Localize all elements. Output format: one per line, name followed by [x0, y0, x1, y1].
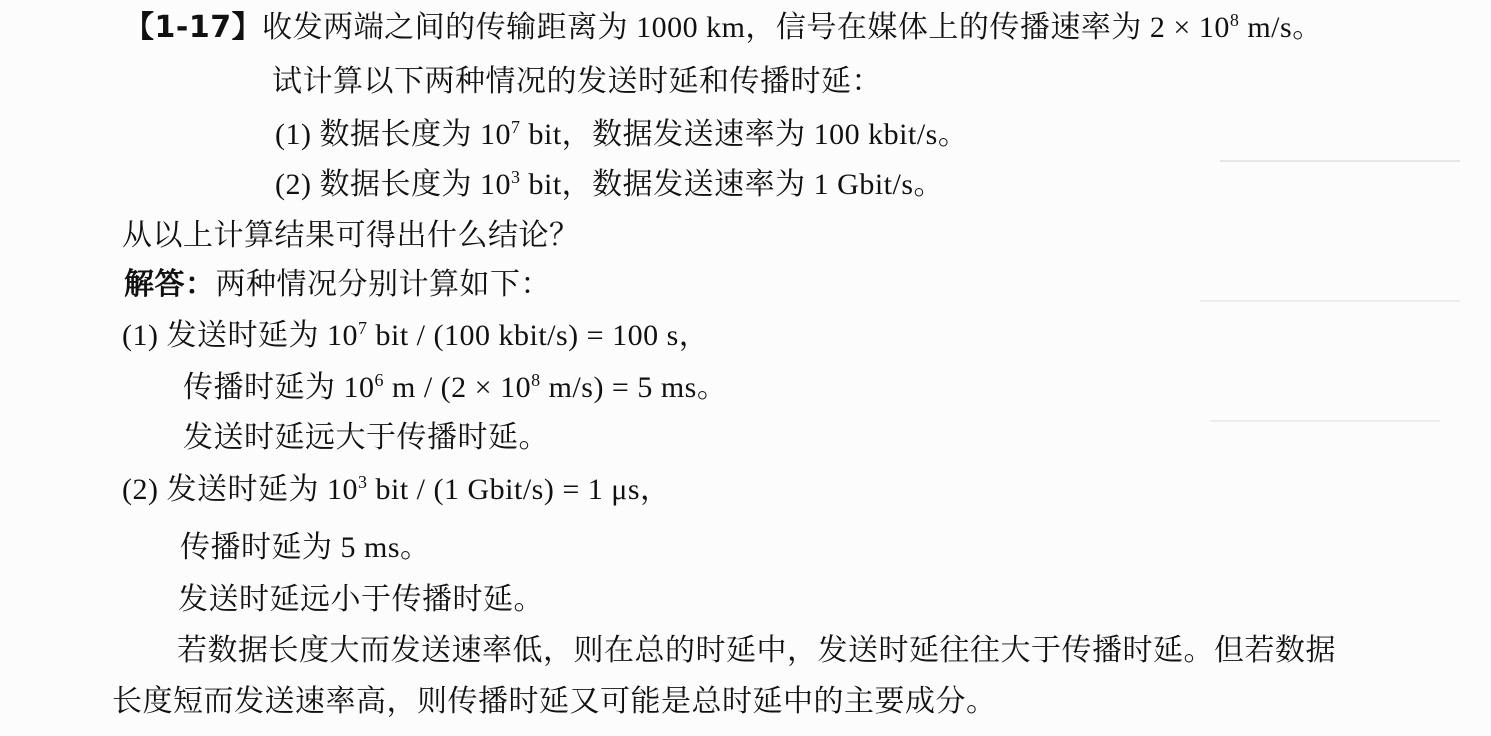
exponent: 8: [531, 370, 541, 390]
answer-text: bit / (1 Gbit/s) = 1 μs，: [367, 473, 671, 506]
exponent: 8: [1229, 10, 1240, 30]
conclusion-text: 若数据长度大而发送速率低，则在总的时延中，发送时延往往大于传播时延。但若数据: [177, 634, 1336, 667]
answer-intro-text: 两种情况分别计算如下：: [215, 268, 551, 301]
bleed-through-mark: [1220, 160, 1460, 162]
conclusion-text: 长度短而发送速率高，则传播时延又可能是总时延中的主要成分。: [112, 685, 997, 718]
answer-intro: [124, 267, 551, 303]
exponent: 3: [510, 167, 521, 187]
problem-case-1: [275, 117, 968, 153]
case1-tail: bit，数据发送速率为 100 kbit/s。: [520, 118, 969, 151]
problem-text-2: 试计算以下两种情况的发送时延和传播时延：: [272, 65, 882, 98]
conclusion-line-1: [177, 633, 1336, 669]
answer-text: 发送时延远小于传播时延。: [178, 583, 544, 616]
case2-tail: bit，数据发送速率为 1 Gbit/s。: [520, 168, 944, 201]
bleed-through-mark: [1200, 300, 1460, 302]
answer-case-2-line-1: [122, 472, 671, 508]
exponent: 7: [357, 318, 368, 338]
question-text: 从以上计算结果可得出什么结论？: [122, 219, 580, 252]
answer-label: 解答：: [124, 267, 216, 302]
problem-line-2: [272, 64, 882, 100]
problem-case-2: [275, 167, 944, 203]
case2-prefix: (2) 数据长度为 10: [275, 168, 511, 201]
answer-case-2-line-2: [180, 530, 431, 566]
answer-case-2-line-3: [178, 582, 544, 618]
bleed-through-mark: [1210, 420, 1440, 422]
answer-case-1-line-3: [183, 420, 549, 456]
problem-number: 【1-17】: [124, 10, 263, 45]
problem-question: [122, 218, 580, 254]
answer-text: (2) 发送时延为 10: [122, 473, 358, 506]
exponent: 7: [510, 117, 521, 137]
answer-text: 发送时延远大于传播时延。: [183, 421, 549, 454]
problem-line-1: [124, 10, 1323, 46]
answer-text: m/s) = 5 ms。: [540, 371, 728, 404]
answer-text: 传播时延为 5 ms。: [180, 531, 431, 564]
exponent: 6: [374, 370, 384, 390]
case1-prefix: (1) 数据长度为 10: [275, 118, 511, 151]
answer-case-1-line-2: [183, 370, 727, 406]
conclusion-line-2: [112, 684, 997, 720]
problem-text-1-tail: m/s。: [1239, 11, 1323, 44]
problem-text-1: 收发两端之间的传输距离为 1000 km，信号在媒体上的传播速率为 2 × 10: [262, 11, 1230, 44]
answer-text: 传播时延为 10: [183, 371, 375, 404]
exponent: 3: [357, 472, 368, 492]
answer-text: bit / (100 kbit/s) = 100 s，: [367, 319, 710, 352]
answer-text: m / (2 × 10: [384, 371, 532, 404]
answer-case-1-line-1: [122, 318, 709, 354]
answer-text: (1) 发送时延为 10: [122, 319, 358, 352]
